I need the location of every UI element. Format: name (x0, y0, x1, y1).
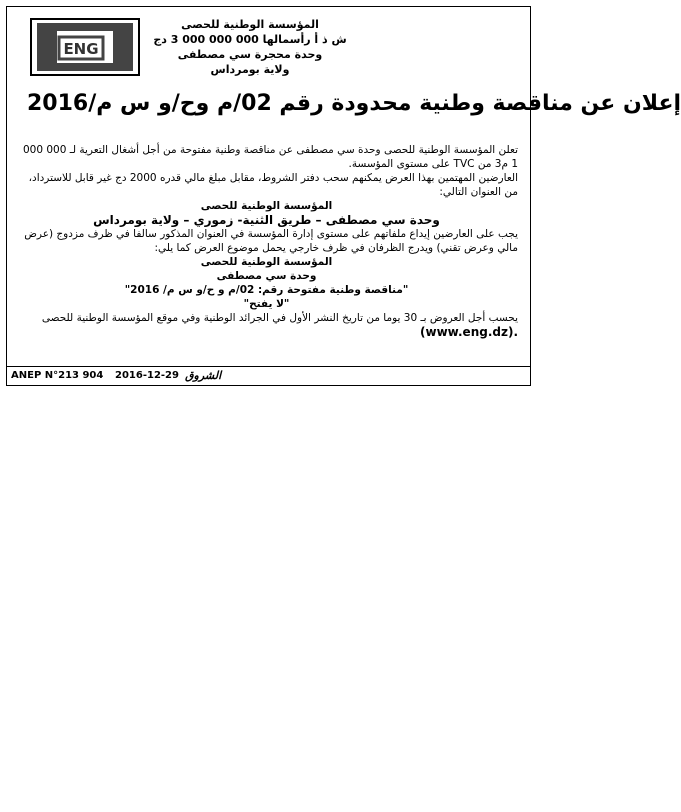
paragraph-conditions: العارضين المهتمين بهذا العرض يمكنهم سحب دفتر الشروط، مقابل مبلغ مالي قدره 2000 دج غير قابل للاسترداد، من العنوان التالي: (28, 172, 518, 198)
deadline-text: يحسب أجل العروض بـ 30 يوما من تاريخ النشر الأول في الجرائد الوطنية وفي موقع المؤسسة الوطنية للحصى (41, 312, 518, 324)
publication-date: 2016-12-29 (115, 370, 179, 381)
envelope-company: المؤسسة الوطنية للحصى (200, 256, 333, 268)
address-company: المؤسسة الوطنية للحصى (200, 200, 333, 212)
newspaper-name: الشروق (185, 369, 222, 382)
envelope-subject: "مناقصة وطنية مفتوحة رقم: 02/م و ح/و س م/ 2016" (124, 284, 409, 296)
address-line: وحدة سي مصطفى – طريق الثنية- زموري – ولاية بومرداس (93, 213, 440, 227)
website-url: (www.eng.dz). (420, 325, 518, 339)
company-name: المؤسسة الوطنية للحصى (181, 18, 319, 31)
envelope-unit: وحدة سي مصطفى (216, 270, 317, 282)
company-header (150, 17, 350, 77)
company-capital: ش ذ أ رأسمالها 000 000 000 3 دج (153, 33, 347, 46)
unit-name: وحدة محجرة سي مصطفى (177, 48, 323, 61)
anep-number: ANEP N°213 904 (11, 370, 104, 381)
notice-body (15, 143, 518, 340)
eng-logo (29, 17, 141, 77)
notice-title: إعلان عن مناقصة وطنية محدودة رقم 02/م وح/و س م/2016 (27, 91, 681, 116)
svg-text:ENG: ENG (63, 40, 99, 58)
province-name: ولاية بومرداس (210, 63, 290, 76)
tender-notice (6, 6, 681, 386)
envelope-do-not-open: "لا يفتح" (243, 298, 290, 310)
paragraph-deadline (15, 311, 518, 340)
notice-footer (7, 366, 530, 385)
paragraph-intro: تعلن المؤسسة الوطنية للحصى وحدة سي مصطفى عن مناقصة وطنية مفتوحة من أجل أشغال التعرية لـ 000 000 1 م3 من TVC على مستوى المؤسسة. (22, 144, 518, 170)
paragraph-submission: يجب على العارضين إيداع ملفاتهم على مستوى إدارة المؤسسة في العنوان المذكور سالفا في ظرف مزدوج (عرض مالي وعرض تقني) ويدرج الظرفان في ظرف خارجي يحمل موضوع العرض كما يلي: (24, 228, 518, 254)
